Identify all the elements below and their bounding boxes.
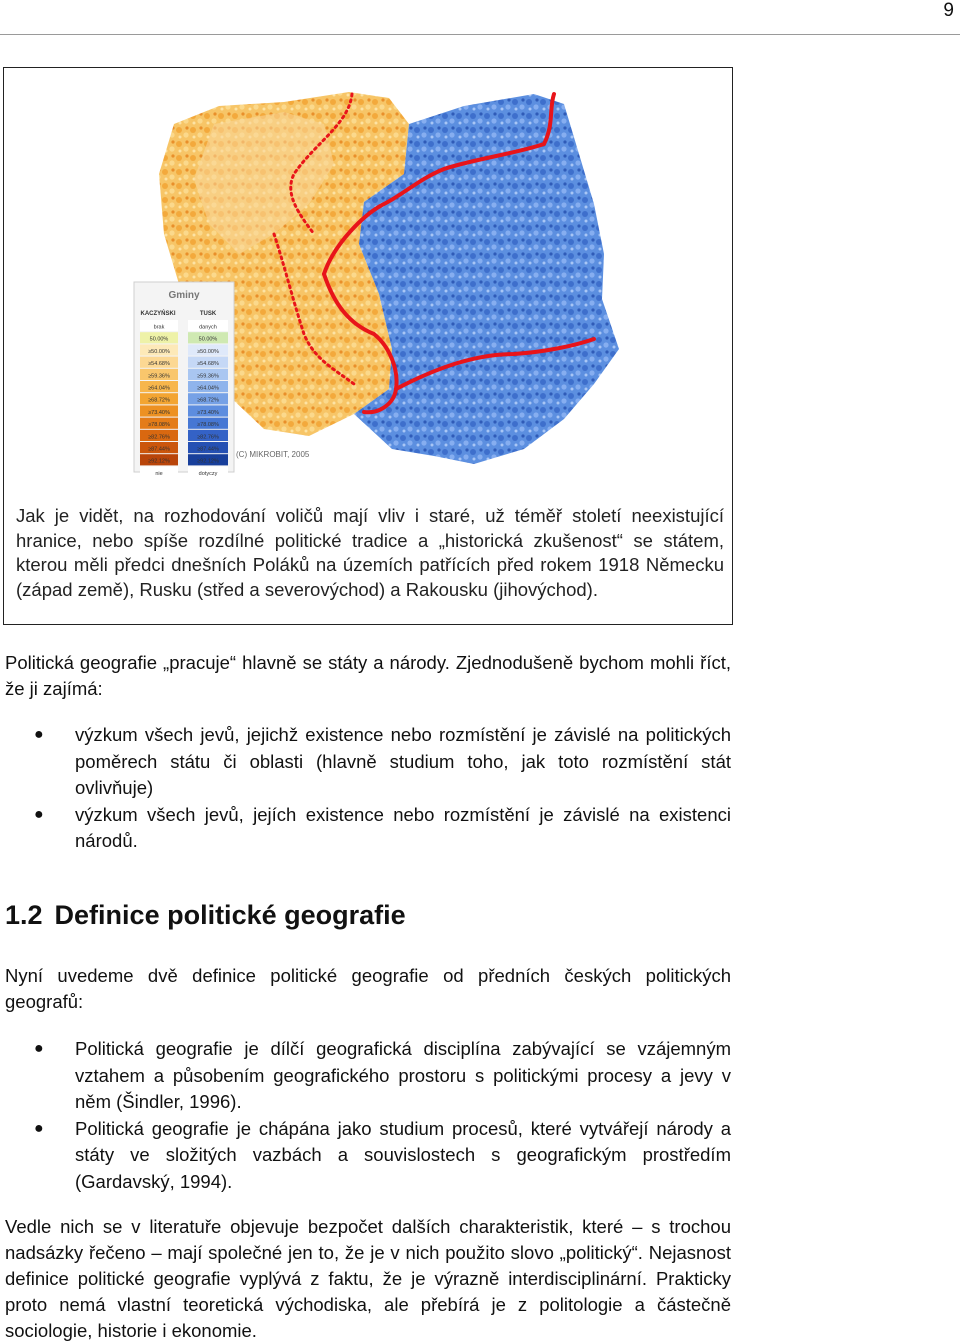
legend-label-left: ≥64.04% [148, 385, 170, 392]
list-item: ● Politická geografie je chápána jako studium procesů, které vytvářejí národy a státy ve složitých vazbách a souvislostech s geografickým prostředím (Gardavský, 1994). [34, 1117, 731, 1192]
intro2-paragraph: Nyní uvedeme dvě definice politické geografie od předních českých politických geografů: [5, 965, 731, 1012]
legend-label-left: ≥50.00% [148, 348, 170, 355]
legend-label-left: ≥68.72% [148, 397, 170, 404]
legend-col-left: KACZYŃSKI [140, 311, 176, 317]
legend-label-right: ≥78.08% [197, 422, 219, 429]
legend-col-right: TUSK [199, 311, 217, 317]
legend-label-right: ≥87.44% [197, 446, 219, 453]
legend-label-left: brak [153, 324, 165, 331]
figure-box [3, 67, 733, 625]
legend-label-left: ≥92.12% [148, 458, 170, 465]
bullet-icon: ● [34, 805, 44, 823]
header-rule [0, 34, 960, 35]
page-number: 9 [943, 0, 954, 21]
figure-caption: Jak je vidět, na rozhodování voličů mají vliv i staré, už téměř století neexistující hranice, nebo spíše rozdílné politické tradice a „historická zkušenost“ se státem, kterou měli předci dnešních Poláků na územích patřících před rokem 1918 Německu (západ země), Rusku (střed a severovýchod) a Rakousku (jihovýchod). [16, 505, 724, 600]
legend-label-right: ≥50.00% [197, 348, 219, 355]
map-copyright: (C) MIKROBIT, 2005 [236, 450, 310, 459]
list-item: ● výzkum všech jevů, jejichž existence nebo rozmístění je závislé na politických poměrech státu či oblasti (hlavně studium toho, jak toto rozmístění stát ovlivňuje) [34, 724, 731, 798]
legend-label-right: ≥68.72% [197, 397, 219, 404]
intro-paragraph: Politická geografie „pracuje“ hlavně se státy a národy. Zjednodušeně bychom mohli říct, že ji zajímá: [5, 652, 731, 699]
legend-label-left: ≥73.40% [148, 409, 170, 416]
legend-label-right: ≥92.12% [197, 458, 219, 465]
list-item: ● výzkum všech jevů, jejích existence nebo rozmístění je závislé na existenci národů. [34, 803, 731, 851]
legend-label-right: ≥64.04% [197, 385, 219, 392]
bullet-list-2 [0, 1036, 731, 1195]
legend-label-right: ≥54.68% [197, 361, 219, 368]
legend-label-left: 50.00% [149, 336, 169, 343]
section-number: 1.2 [5, 900, 43, 930]
legend-label-left: ≥82.76% [148, 434, 170, 441]
bullet-icon: ● [34, 1040, 44, 1057]
section-heading [5, 900, 406, 931]
legend-label-right: ≥59.36% [197, 373, 219, 380]
bullet-icon: ● [34, 1119, 44, 1137]
map-legend [134, 282, 234, 477]
legend-label-right: ≥73.40% [197, 409, 219, 416]
legend-label-left: nie [155, 470, 163, 477]
legend-label-right: ≥82.76% [197, 434, 219, 441]
legend-label-left: ≥59.36% [148, 373, 170, 380]
bullet-list-1 [0, 722, 731, 855]
legend-title: Gminy [168, 290, 200, 301]
list-item: ● Politická geografie je dílčí geografická disciplína zabývající se vzájemným vztahem a působením geografického prostoru s politickými procesy a jevy v něm (Šindler, 1996). [34, 1038, 731, 1112]
closing-paragraph: Vedle nich se v literatuře objevuje bezpočet dalších charakteristik, které – s trochou nadsázky řečeno – mají společné jen to, že je v nich použito slovo „politický“. Nejasnost definice politické geografie vyplývá z faktu, že je výrazně interdisciplinární. Prakticky proto nemá vlastní teoretická východiska, ale přebírá je z politologie a částečně sociologie, historie i ekonomie. [5, 1216, 731, 1341]
bullet-icon: ● [34, 726, 44, 743]
legend-label-right: danych [199, 324, 217, 331]
legend-label-left: ≥54.68% [148, 361, 170, 368]
section-title: Definice politické geografie [54, 900, 406, 930]
legend-label-right: 50.00% [198, 336, 218, 343]
legend-label-right: dotyczy [198, 470, 218, 477]
legend-label-left: ≥78.08% [148, 422, 170, 429]
legend-label-left: ≥87.44% [148, 446, 170, 453]
